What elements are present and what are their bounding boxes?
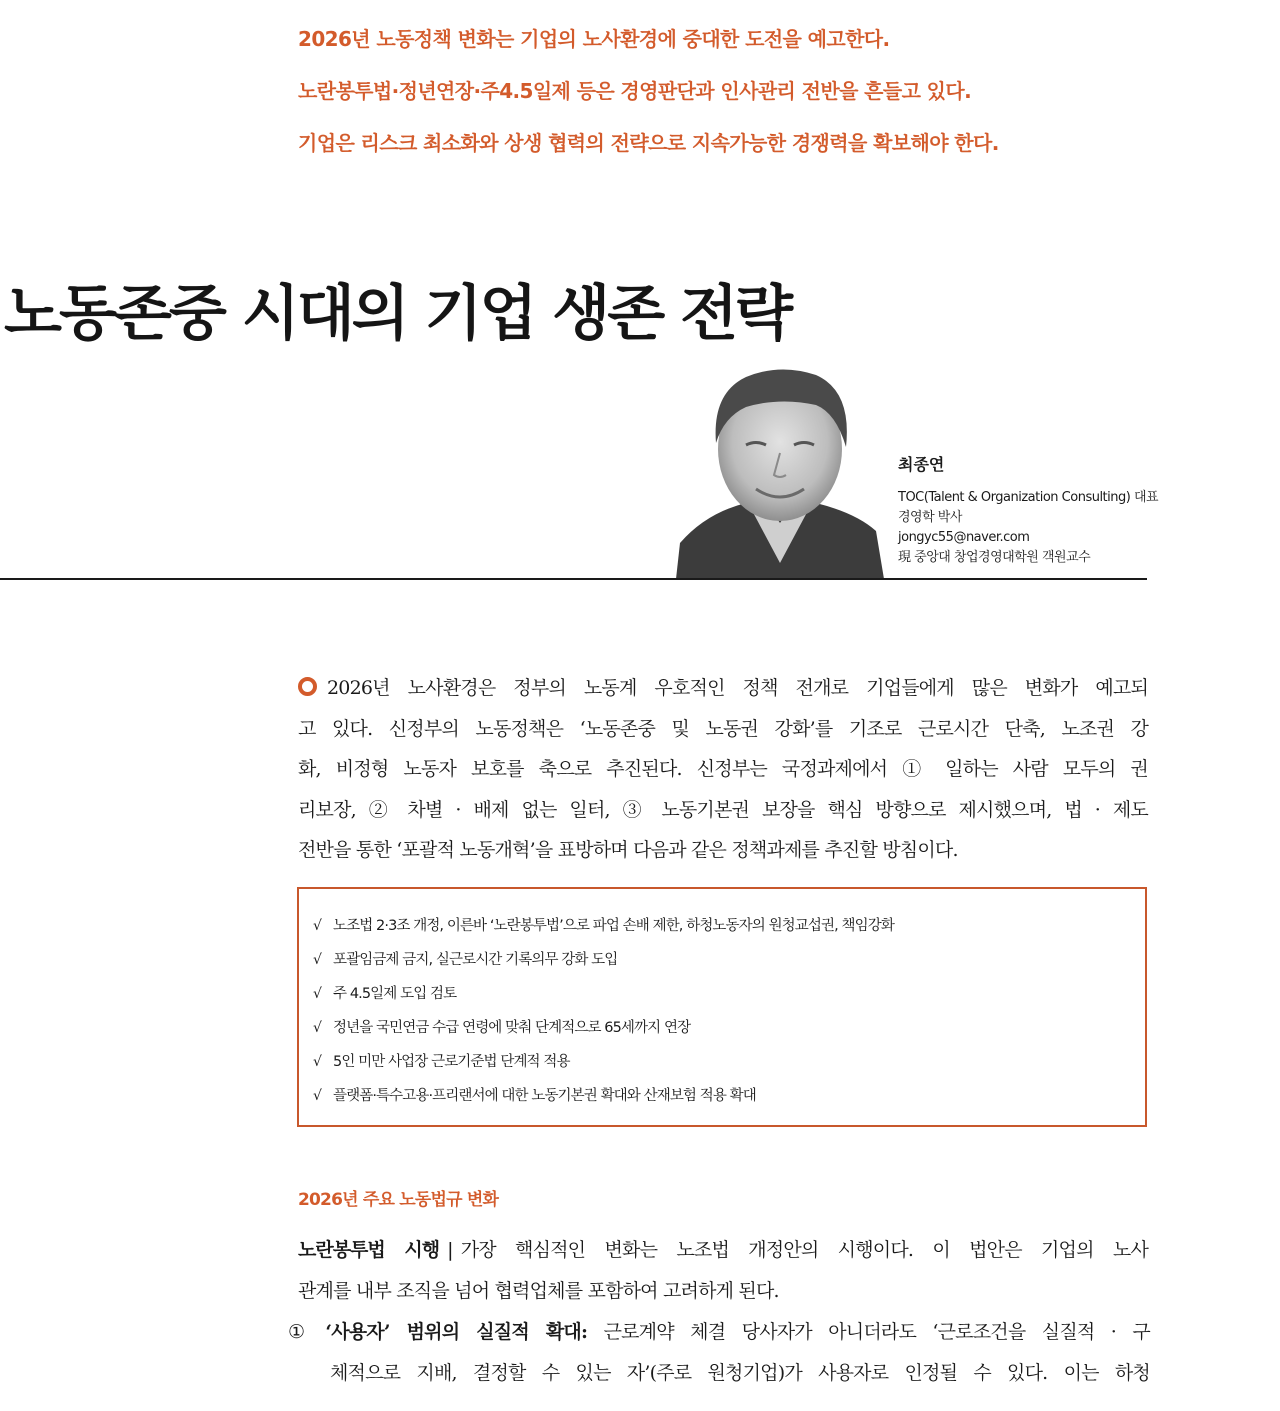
policy-item: √ 5인 미만 사업장 근로기준법 단계적 적용: [313, 1045, 1145, 1079]
section-title: 2026년 주요 노동법규 변화: [298, 1190, 499, 1210]
policy-agenda-box: [297, 887, 1147, 1127]
article-summary: [298, 26, 1198, 182]
body-line-1: 노란봉투법 시행 | 가장 핵심적인 변화는 노조법 개정안의 시행이다. 이 법안은 기업의 노사: [298, 1239, 1148, 1261]
numbered-item-line-1: ① ‘사용자’ 범위의 실질적 확대: 근로계약 체결 당사자가 아니더라도 ‘근로조건을 실질적 · 구: [288, 1321, 1150, 1343]
author-title: TOC(Talent & Organization Consulting) 대표: [898, 490, 1159, 505]
numbered-item-title: ‘사용자’ 범위의 실질적 확대:: [325, 1321, 588, 1343]
policy-item: √ 플랫폼·특수고용·프리랜서에 대한 노동기본권 확대와 산재보험 적용 확대: [313, 1079, 1145, 1113]
intro-line-3: 화, 비정형 노동자 보호를 축으로 추진된다. 신정부는 국정과제에서 ① 일하는 사람 모두의 권: [298, 758, 1148, 780]
intro-line-2: 고 있다. 신정부의 노동정책은 ‘노동존중 및 노동권 강화’를 기조로 근로시간 단축, 노조권 강: [298, 717, 1148, 740]
summary-line: 기업은 리스크 최소화와 상생 협력의 전략으로 지속가능한 경쟁력을 확보해야 한다.: [298, 131, 999, 155]
check-icon: √: [313, 1054, 322, 1070]
author-degree: 경영학 박사: [898, 510, 962, 525]
author-email[interactable]: jongyc55@naver.com: [898, 530, 1030, 545]
article-headline: 노동존중 시대의 기업 생존 전략: [4, 279, 791, 349]
check-icon: √: [313, 986, 322, 1002]
policy-item: √ 노조법 2·3조 개정, 이른바 ‘노란봉투법’으로 파업 손배 제한, 하청노동자의 원청교섭권, 책임강화: [313, 909, 1145, 943]
author-name: 최종연: [898, 455, 945, 474]
policy-item: √ 주 4.5일제 도입 검토: [313, 977, 1145, 1011]
author-portrait-icon: [676, 363, 884, 579]
numbered-item: [288, 1312, 1150, 1393]
ring-bullet-icon: [298, 677, 317, 696]
circled-number: ①: [288, 1321, 316, 1343]
intro-line-1: 2026년 노사환경은 정부의 노동계 우호적인 정책 전개로 기업들에게 많은 변화가 예고되: [298, 668, 1148, 709]
check-icon: √: [313, 918, 322, 934]
numbered-item-line-2: 체적으로 지배, 결정할 수 있는 자’(주로 원청기업)가 사용자로 인정될 수 있다. 이는 하청: [330, 1361, 1150, 1384]
body-line-2: 관계를 내부 조직을 넘어 협력업체를 포함하여 고려하게 된다.: [298, 1279, 779, 1302]
check-icon: √: [313, 1088, 322, 1104]
intro-line-5: 전반을 통한 ‘포괄적 노동개혁’을 표방하며 다음과 같은 정책과제를 추진할 방침이다.: [298, 839, 958, 861]
author-position: 現 중앙대 창업경영대학원 객원교수: [898, 550, 1091, 565]
intro-paragraph: [298, 668, 1148, 871]
section-body: [298, 1230, 1148, 1311]
author-info: [898, 454, 1218, 568]
separator: |: [447, 1239, 453, 1261]
summary-line: 노란봉투법·정년연장·주4.5일제 등은 경영판단과 인사관리 전반을 흔들고 있다.: [298, 79, 972, 103]
policy-item: √ 정년을 국민연금 수급 연령에 맞춰 단계적으로 65세까지 연장: [313, 1011, 1145, 1045]
header-divider: [0, 578, 1147, 580]
summary-line: 2026년 노동정책 변화는 기업의 노사환경에 중대한 도전을 예고한다.: [298, 27, 890, 51]
lead-label: 노란봉투법 시행: [298, 1239, 440, 1261]
policy-list: [299, 889, 1145, 1113]
intro-line-4: 리보장, ② 차별 · 배제 없는 일터, ③ 노동기본권 보장을 핵심 방향으로 제시했으며, 법 · 제도: [298, 798, 1148, 821]
check-icon: √: [313, 952, 322, 968]
policy-item: √ 포괄임금제 금지, 실근로시간 기록의무 강화 도입: [313, 943, 1145, 977]
check-icon: √: [313, 1020, 322, 1036]
